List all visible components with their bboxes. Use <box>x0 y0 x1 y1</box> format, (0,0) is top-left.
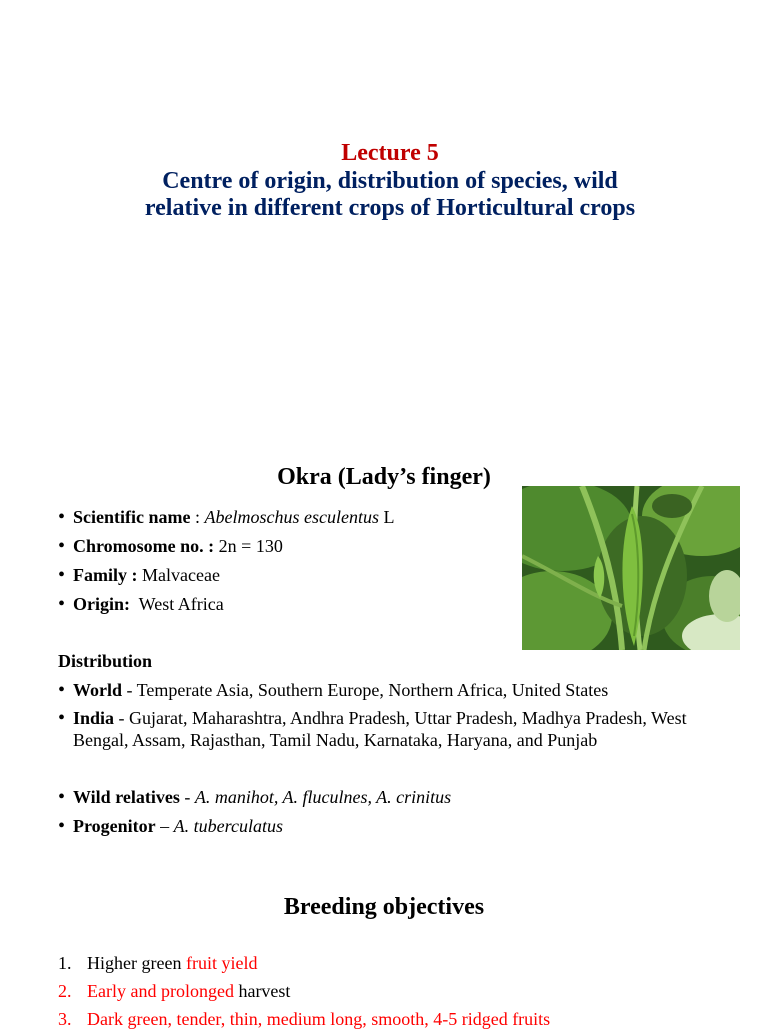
lecture-title <box>0 168 768 222</box>
chromosome-item: • Chromosome no. : 2n = 130 <box>58 535 394 557</box>
distribution-world-item: • World - Temperate Asia, Southern Europe, Northern Africa, United States <box>58 679 718 701</box>
okra-facts-list <box>58 506 394 622</box>
lecture-number: Lecture 5 <box>341 140 439 166</box>
objective-item: 2. Early and prolonged harvest <box>58 981 291 1001</box>
relatives-list <box>58 786 451 844</box>
progenitor-item: • Progenitor – A. tuberculatus <box>58 815 451 837</box>
origin-item: • Origin: West Africa <box>58 593 394 615</box>
breeding-objectives-heading: Breeding objectives <box>283 894 485 920</box>
objective-item: 1. Higher green fruit yield <box>58 953 258 973</box>
lecture-title-line-1: Centre of origin, distribution of species, wild <box>162 168 618 194</box>
okra-plant-photo <box>522 486 740 650</box>
distribution-india-item: • India - Gujarat, Maharashtra, Andhra Pradesh, Uttar Pradesh, Madhya Pradesh, West Bengal, Assam, Rajasthan, Tamil Nadu, Karnataka, Haryana, and Punjab <box>58 707 718 751</box>
objective-item: 3. Dark green, tender, thin, medium long, smooth, 4-5 ridged fruits <box>58 1009 551 1029</box>
scientific-name-item: • Scientific name : Abelmoschus esculentus L <box>58 506 394 528</box>
distribution-list <box>58 679 718 757</box>
breeding-objectives-list <box>58 952 758 1036</box>
distribution-heading: Distribution <box>58 651 153 671</box>
family-item: • Family : Malvaceae <box>58 564 394 586</box>
wild-relatives-item: • Wild relatives - A. manihot, A. fluculnes, A. crinitus <box>58 786 451 808</box>
lecture-title-line-2: relative in different crops of Horticultural crops <box>144 195 636 221</box>
okra-heading: Okra (Lady’s finger) <box>277 464 491 490</box>
scientific-name: Abelmoschus esculentus <box>204 507 379 527</box>
